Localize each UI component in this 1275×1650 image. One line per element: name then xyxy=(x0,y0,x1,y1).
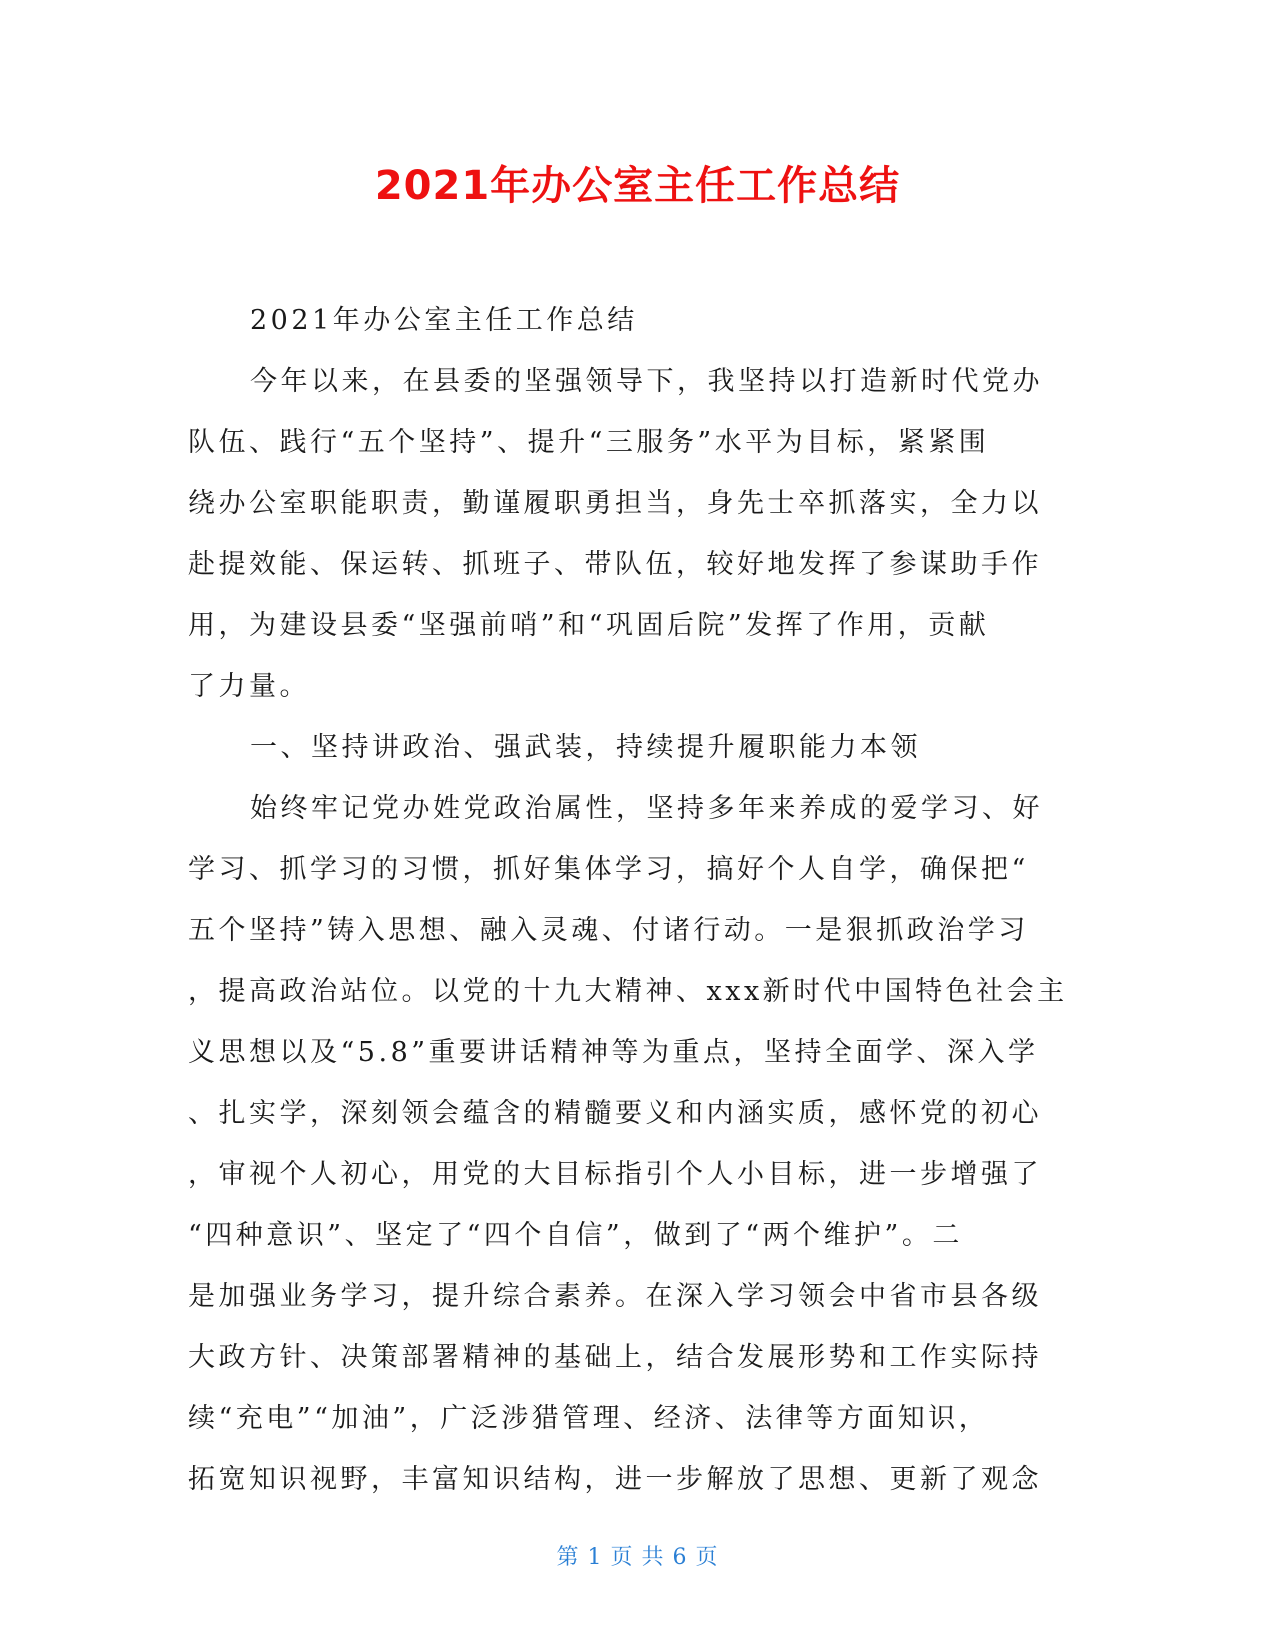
text-line: ，审视个人初心，用党的大目标指引个人小目标，进一步增强了 xyxy=(188,1159,1042,1190)
text-line: 今年以来，在县委的坚强领导下，我坚持以打造新时代党办 xyxy=(250,366,1043,397)
paragraph-intro xyxy=(188,351,1076,717)
text-line: 学习、抓学习的习惯，抓好集体学习，搞好个人自学，确保把“ xyxy=(188,854,1029,885)
text-line: 了力量。 xyxy=(188,671,310,702)
text-line: 义思想以及“5.8”重要讲话精神等为重点，坚持全面学、深入学 xyxy=(188,1037,1039,1068)
footer-label-page: 第 xyxy=(556,1545,580,1570)
text-line: 一、坚持讲政治、强武装，持续提升履职能力本领 xyxy=(250,732,921,763)
text-line: “四种意识”、坚定了“四个自信”，做到了“两个维护”。二 xyxy=(188,1220,963,1251)
paragraph-section-one xyxy=(188,778,1076,1510)
document-title: 2021年办公室主任工作总结 xyxy=(374,163,901,209)
paragraph-heading xyxy=(188,290,1076,351)
text-line: ，提高政治站位。以党的十九大精神、xxx新时代中国特色社会主 xyxy=(188,976,1068,1007)
text-line: 五个坚持”铸入思想、融入灵魂、付诸行动。一是狠抓政治学习 xyxy=(188,915,1029,946)
text-line: 队伍、践行“五个坚持”、提升“三服务”水平为目标，紧紧围 xyxy=(188,427,990,458)
text-line: 绕办公室职能职责，勤谨履职勇担当，身先士卒抓落实，全力以 xyxy=(188,488,1042,519)
footer-current-page: 1 xyxy=(587,1545,603,1570)
text-line: 拓宽知识视野，丰富知识结构，进一步解放了思想、更新了观念 xyxy=(188,1464,1042,1495)
footer-label-end: 页 xyxy=(695,1545,719,1570)
section-heading xyxy=(188,717,1076,778)
text-line: 大政方针、决策部署精神的基础上，结合发展形势和工作实际持 xyxy=(188,1342,1042,1373)
footer-label-of: 页 共 xyxy=(610,1545,665,1570)
footer-total-pages: 6 xyxy=(672,1545,688,1570)
text-line: 赴提效能、保运转、抓班子、带队伍，较好地发挥了参谋助手作 xyxy=(188,549,1042,580)
text-line: 始终牢记党办姓党政治属性，坚持多年来养成的爱学习、好 xyxy=(250,793,1043,824)
page-footer xyxy=(0,1543,1275,1573)
document-body xyxy=(188,290,1076,1510)
text-line: 用，为建设县委“坚强前哨”和“巩固后院”发挥了作用，贡献 xyxy=(188,610,990,641)
text-line: 续“充电”“加油”，广泛涉猎管理、经济、法律等方面知识， xyxy=(188,1403,990,1434)
text-line: 2021年办公室主任工作总结 xyxy=(250,305,638,336)
text-line: 、扎实学，深刻领会蕴含的精髓要义和内涵实质，感怀党的初心 xyxy=(188,1098,1042,1129)
text-line: 是加强业务学习，提升综合素养。在深入学习领会中省市县各级 xyxy=(188,1281,1042,1312)
